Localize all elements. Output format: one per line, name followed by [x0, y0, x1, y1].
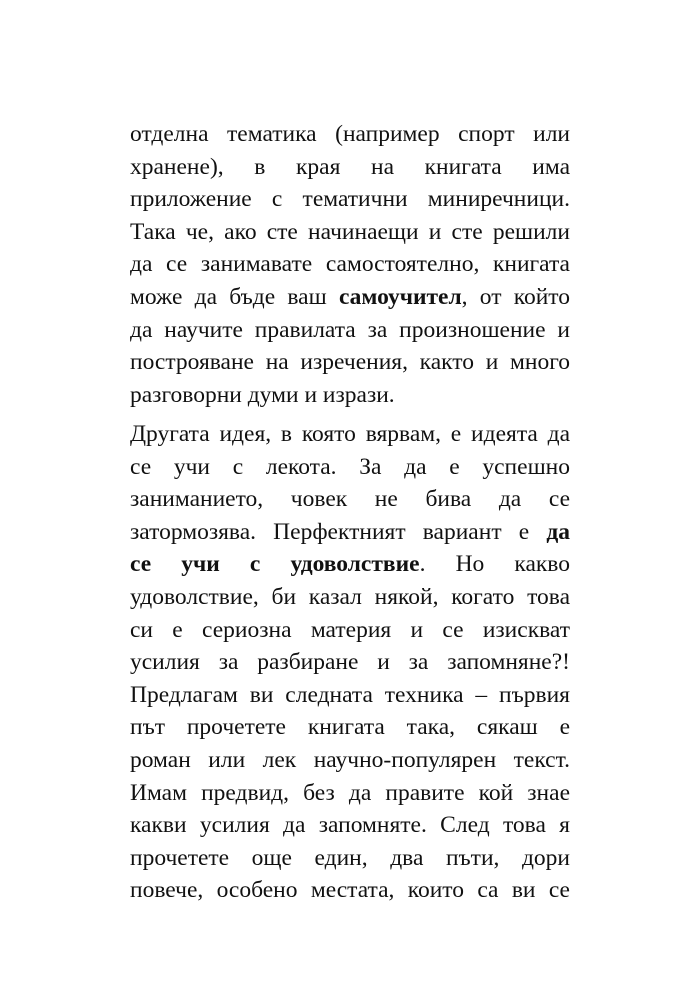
text-line: [130, 151, 570, 184]
text-line: [130, 614, 570, 647]
bold-text-run: се учи с удоволствие: [130, 551, 420, 578]
text-run: си е сериозна материя и се изискват: [130, 616, 570, 643]
text-run: прочетете още един, два пъти, дори: [130, 844, 570, 871]
text-run: хранене), в края на книгата има: [130, 153, 570, 180]
text-line: [130, 809, 570, 842]
text-run: приложение с тематични миниречници.: [130, 186, 570, 213]
text-run: какви усилия да запомняте. След това я: [130, 812, 570, 839]
text-run: отделна тематика (например спорт или: [130, 121, 570, 147]
text-line: [130, 346, 570, 379]
text-line: [130, 679, 570, 712]
bold-text-run: да: [546, 518, 570, 545]
text-run: повече, особено местата, които са ви се: [130, 877, 570, 904]
text-line: [130, 118, 570, 151]
text-run: Имам предвид, без да правите кой знае: [130, 779, 570, 806]
text-run: да научите правилата за произношение и: [130, 316, 570, 343]
text-run: Предлагам ви следната техника – първия: [130, 681, 570, 708]
text-run: да се занимавате самостоятелно, книгата: [130, 251, 570, 278]
text-run: Другата идея, в която вярвам, е идеята да: [130, 421, 570, 447]
text-line: [130, 516, 570, 549]
text-line: [130, 248, 570, 281]
text-line: [130, 581, 570, 614]
bold-text-run: самоучител: [338, 283, 462, 310]
text-line: [130, 874, 570, 907]
text-run: , от който: [461, 283, 570, 310]
text-line: [130, 451, 570, 484]
text-line: [130, 418, 570, 451]
text-line: [130, 379, 570, 412]
text-line: [130, 183, 570, 216]
paragraph-2: [130, 418, 570, 907]
text-run: път прочетете книгата така, сякаш е: [130, 714, 570, 741]
text-line: [130, 711, 570, 744]
text-run: усилия за разбиране и за запомняне?!: [130, 649, 570, 676]
text-run: удоволствие, би казал някой, когато това: [130, 583, 570, 610]
text-run: Така че, ако сте начинаещи и сте решили: [130, 218, 570, 245]
text-run: разговорни думи и изрази.: [130, 381, 395, 408]
text-run: може да бъде ваш: [130, 283, 339, 310]
text-run: роман или лек научно-популярен текст.: [130, 746, 570, 773]
text-line: [130, 483, 570, 516]
text-line: [130, 744, 570, 777]
text-line: [130, 646, 570, 679]
text-line: [130, 842, 570, 875]
paragraph-1: [130, 118, 570, 411]
text-run: се учи с лекота. За да е успешно: [130, 453, 570, 480]
text-line: [130, 281, 570, 314]
text-line: [130, 548, 570, 581]
text-run: затормозява. Перфектният вариант е: [130, 518, 547, 545]
text-run: . Но какво: [419, 551, 570, 578]
text-run: заниманието, човек не бива да се: [130, 486, 570, 513]
text-run: построяване на изречения, както и много: [130, 349, 570, 376]
text-line: [130, 216, 570, 249]
text-line: [130, 314, 570, 347]
text-line: [130, 777, 570, 810]
